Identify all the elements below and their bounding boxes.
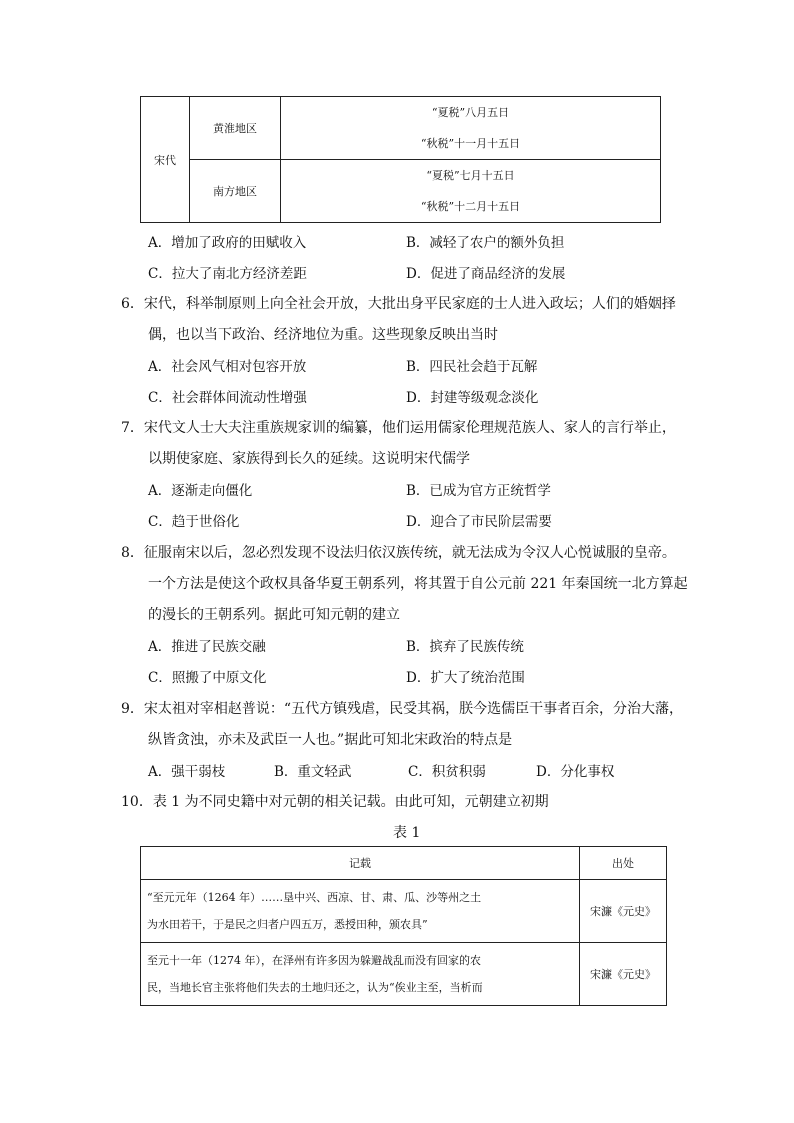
record-cell <box>141 943 580 1006</box>
q5-option-c: C．拉大了南北方经济差距 <box>148 266 307 282</box>
header-record: 记载 <box>141 847 580 880</box>
q10-stem-line1: 10．表 1 为不同史籍中对元朝的相关记载。由此可知，元朝建立初期 <box>121 794 549 810</box>
region-cell: 黄淮地区 <box>190 97 281 160</box>
q6-stem-line2: 偶，也以当下政治、经济地位为重。这些现象反映出当时 <box>148 327 498 343</box>
q7-option-d: D．迎合了市民阶层需要 <box>406 514 552 530</box>
q7-stem-line2: 以期使家庭、家族得到长久的延续。这说明宋代儒学 <box>148 451 470 467</box>
q9-stem-line1: 9．宋太祖对宰相赵普说：“五代方镇残虐，民受其祸，朕今选儒臣干事者百余，分治大藩， <box>121 701 684 717</box>
autumn-tax-date: “秋税”十一月十五日 <box>420 137 521 150</box>
tax-dates-cell <box>281 97 661 160</box>
q6-stem-line1: 6．宋代，科举制原则上向全社会开放，大批出身平民家庭的士人进入政坛；人们的婚姻择 <box>121 296 676 312</box>
q8-option-a: A．推进了民族交融 <box>148 639 266 655</box>
q9-option-d: D．分化事权 <box>536 764 615 780</box>
table-row <box>141 160 661 223</box>
q8-option-b: B．摈弃了民族传统 <box>406 639 524 655</box>
autumn-tax-date: “秋税”十二月十五日 <box>420 200 521 213</box>
region-cell: 南方地区 <box>190 160 281 223</box>
q8-stem-line1: 8．征服南宋以后，忽必烈发现不设法归依汉族传统，就无法成为令汉人心悦诚服的皇帝。 <box>121 545 676 561</box>
record-line: 为水田若干，于是民之归者户四五万，悉授田种，颁农具” <box>147 918 428 931</box>
record-cell <box>141 880 580 943</box>
record-line: 民，当地长官主张将他们失去的土地归还之，认为“俟业主至，当析而 <box>147 981 483 994</box>
source-cell: 宋濂《元史》 <box>580 943 667 1006</box>
tax-schedule-table <box>140 96 661 223</box>
q6-option-a: A．社会风气相对包容开放 <box>148 359 307 375</box>
record-line: 至元十一年（1274 年），在泽州有许多因为躲避战乱而没有回家的农 <box>147 954 481 967</box>
table-caption: 表 1 <box>393 825 421 841</box>
q7-option-c: C．趋于世俗化 <box>148 514 240 530</box>
q9-option-b: B．重文轻武 <box>274 764 352 780</box>
q8-option-c: C．照搬了中原文化 <box>148 670 267 686</box>
summer-tax-date: “夏税”八月五日 <box>431 106 510 119</box>
q8-stem-line3: 的漫长的王朝系列。据此可知元朝的建立 <box>148 607 400 623</box>
table-row <box>141 943 667 1006</box>
q7-stem-line1: 7．宋代文人士大夫注重族规家训的编纂，他们运用儒家伦理规范族人、家人的言行举止， <box>121 420 676 436</box>
table-header-row <box>141 847 667 880</box>
table-row <box>141 880 667 943</box>
q8-option-d: D．扩大了统治范围 <box>406 670 525 686</box>
q5-option-a: A．增加了政府的田赋收入 <box>148 235 307 251</box>
q8-stem-line2: 一个方法是使这个政权具备华夏王朝系列，将其置于自公元前 221 年秦国统一北方算起 <box>148 576 688 592</box>
q5-option-b: B．减轻了农户的额外负担 <box>406 235 565 251</box>
q9-option-c: C．积贫积弱 <box>408 764 486 780</box>
tax-dates-cell <box>281 160 661 223</box>
q6-option-c: C．社会群体间流动性增强 <box>148 390 307 406</box>
dynasty-cell: 宋代 <box>141 97 190 223</box>
q6-option-b: B．四民社会趋于瓦解 <box>406 359 538 375</box>
table-row <box>141 97 661 160</box>
q9-stem-line2: 纵皆贪浊，亦未及武臣一人也。”据此可知北宋政治的特点是 <box>148 732 513 748</box>
header-source: 出处 <box>580 847 667 880</box>
q7-option-a: A．逐渐走向僵化 <box>148 483 253 499</box>
records-table <box>140 846 667 1006</box>
source-cell: 宋濂《元史》 <box>580 880 667 943</box>
q9-option-a: A．强干弱枝 <box>148 764 226 780</box>
q5-option-d: D．促进了商品经济的发展 <box>406 266 566 282</box>
q7-option-b: B．已成为官方正统哲学 <box>406 483 551 499</box>
summer-tax-date: “夏税”七月十五日 <box>426 169 515 182</box>
record-line: “至元元年（1264 年）……垦中兴、西凉、甘、肃、瓜、沙等州之土 <box>147 891 482 904</box>
q6-option-d: D．封建等级观念淡化 <box>406 390 539 406</box>
